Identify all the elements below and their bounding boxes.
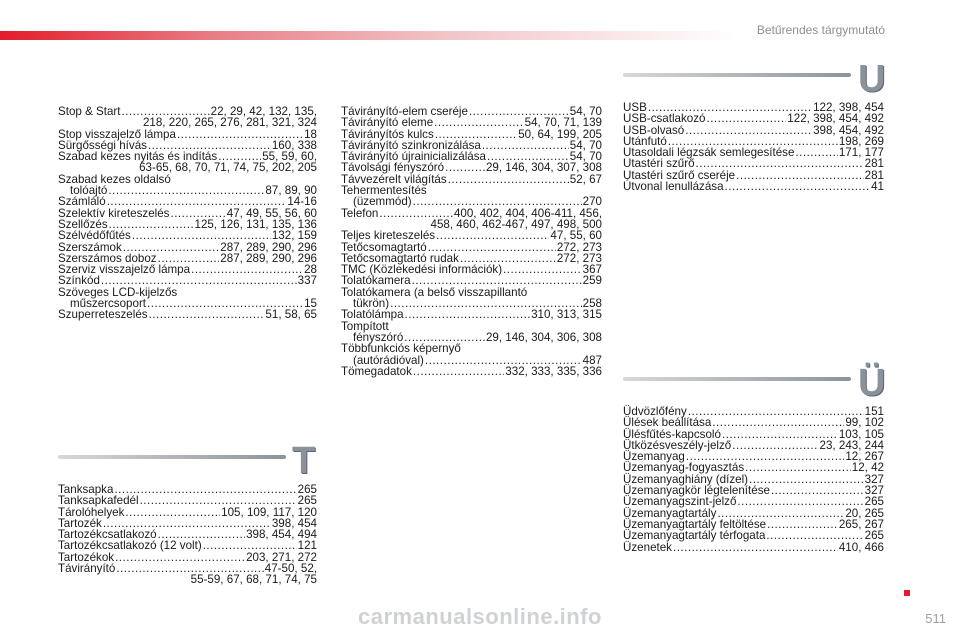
entry-term: Üzemanyagszint-jelző — [623, 495, 737, 509]
dot-leader — [115, 552, 245, 563]
entry-term: tolóajtó — [70, 184, 108, 198]
entry-term: Távolsági fényszóró — [341, 161, 445, 175]
dot-leader — [732, 440, 818, 451]
entry-term: Távirányító-elem cseréje — [341, 105, 468, 118]
dot-leader — [448, 174, 569, 185]
dot-leader — [436, 230, 549, 241]
section-letter-uu: Ü — [858, 362, 886, 404]
dot-leader — [688, 406, 864, 417]
index-entry-heading: Szabad kezes oldalsó — [58, 172, 171, 186]
entry-pages: 160, 338 — [271, 138, 317, 152]
entry-term: Tanksapkafedél — [58, 494, 139, 508]
entry-pages: 55, 59, 60, — [262, 150, 317, 164]
page-number: 511 — [925, 611, 946, 626]
entry-pages: 327 — [864, 472, 884, 486]
entry-pages: 272, 273 — [556, 251, 602, 265]
dot-leader — [767, 519, 838, 530]
entry-term: Tartozékcsatlakozó (12 volt) — [58, 539, 202, 553]
entry-term: Teljes kireteszelés — [341, 229, 436, 243]
entry-term: Szabad kezes nyitás és indítás — [58, 150, 218, 164]
entry-term: Szerviz visszajelző lámpa — [58, 263, 191, 277]
index-entry — [58, 196, 317, 207]
entry-term: Tolatólámpa — [341, 308, 404, 322]
entry-term: USB-csatlakozó — [623, 112, 706, 126]
entry-pages: 259 — [582, 274, 602, 288]
index-entry-heading: Tehermentesítés — [341, 184, 427, 198]
index-entry — [58, 309, 317, 320]
entry-term: Ütközésveszély-jelző — [623, 438, 732, 452]
entry-term: Tetőcsomagtartó rudak — [341, 251, 459, 265]
entry-pages: 105, 109, 117, 120 — [221, 505, 317, 519]
entry-pages: 310, 313, 315 — [531, 308, 602, 322]
entry-pages-continued: 458, 460, 462-467, 497, 498, 500 — [430, 217, 602, 231]
dot-leader — [736, 170, 864, 181]
index-entry — [623, 417, 884, 428]
entry-pages: 281 — [864, 168, 884, 182]
index-entry — [623, 113, 884, 124]
index-entry — [58, 230, 317, 241]
entry-pages: 103, 105 — [838, 427, 884, 441]
entry-pages: 270 — [582, 195, 602, 209]
index-column-t-start — [58, 484, 317, 586]
dot-leader — [766, 530, 863, 541]
entry-pages: 52, 67 — [569, 172, 602, 186]
dot-leader — [149, 309, 265, 320]
entry-pages-continued: 55-59, 67, 68, 71, 74, 75 — [190, 573, 317, 587]
entry-term: műszercsoport — [70, 297, 147, 311]
entry-pages: 122, 398, 454, 492 — [787, 112, 884, 126]
entry-pages-continued: 218, 220, 265, 276, 281, 321, 324 — [142, 116, 317, 130]
dot-leader — [712, 417, 844, 428]
entry-pages: 28 — [304, 263, 317, 277]
page-marker — [904, 590, 910, 596]
entry-pages: 281 — [864, 157, 884, 171]
entry-term: (autórádióval) — [353, 353, 424, 367]
entry-pages: 265 — [297, 494, 317, 508]
entry-term: Szélvédőfűtés — [58, 229, 131, 243]
entry-pages-continued: 63-65, 68, 70, 71, 74, 75, 202, 205 — [139, 161, 317, 175]
entry-term: Színkód — [58, 274, 100, 288]
entry-term: Tartozékok — [58, 550, 115, 564]
entry-pages: 400, 402, 404, 406-411, 456, — [453, 206, 602, 220]
entry-term: Szuperreteszelés — [58, 308, 148, 322]
entry-pages: 12, 267 — [845, 450, 884, 464]
index-entry-heading: Tolatókamera (a belső visszapillantó — [341, 285, 528, 299]
entry-term: Tolatókamera — [341, 274, 411, 288]
dot-leader — [125, 507, 220, 518]
entry-term: Tanksapka — [58, 483, 114, 496]
entry-term: fényszóró — [353, 330, 404, 344]
entry-pages: 332, 333, 335, 336 — [505, 364, 602, 378]
dot-leader — [737, 496, 863, 507]
entry-term: Üzemanyag — [623, 450, 685, 464]
section-letter-t: T — [292, 440, 316, 482]
entry-term: Telefon — [341, 206, 379, 220]
entry-term: Tartozékcsatlakozó — [58, 528, 157, 542]
entry-pages: 54, 70, 71, 139 — [524, 116, 602, 130]
index-entry-heading: Többfunkciós képernyő — [341, 342, 461, 356]
entry-pages: 398, 454, 494 — [246, 528, 317, 542]
entry-pages: 410, 466 — [838, 540, 884, 554]
dot-leader — [673, 542, 838, 553]
dot-leader — [434, 117, 523, 128]
entry-pages: 265, 267 — [838, 517, 884, 531]
entry-pages: 337 — [297, 274, 317, 288]
section-letter-u: U — [858, 58, 886, 100]
entry-term: USB-olvasó — [623, 123, 685, 137]
index-column-t — [341, 106, 602, 377]
entry-term: Tömegadatok — [341, 364, 412, 378]
dot-leader — [503, 264, 582, 275]
entry-pages: 151 — [864, 405, 884, 418]
entry-term: Szelektív kireteszelés — [58, 206, 170, 220]
entry-term: Távirányító szinkronizálása — [341, 138, 481, 152]
entry-pages: 29, 146, 304, 306, 308 — [485, 330, 602, 344]
dot-leader — [685, 125, 812, 136]
dot-leader — [405, 309, 531, 320]
watermark: carmanualsonline.info — [358, 604, 602, 629]
entry-term: Távvezérelt világítás — [341, 172, 447, 186]
index-entry-heading: Tompított — [341, 319, 389, 333]
entry-pages: 287, 289, 290, 296 — [220, 251, 317, 265]
dot-leader — [445, 162, 485, 173]
index-entry — [58, 495, 317, 506]
entry-pages: 54, 70 — [569, 138, 602, 152]
entry-term: Szerszámos doboz — [58, 251, 157, 265]
section-divider-uu — [623, 377, 851, 381]
entry-term: TMC (Közlekedési információk) — [341, 263, 503, 277]
entry-pages: 203, 271, 272 — [246, 550, 317, 564]
entry-pages: 265 — [864, 495, 884, 509]
entry-term: Számláló — [58, 195, 106, 209]
entry-term: Üzemanyagtartály — [623, 506, 717, 520]
entry-pages: 29, 146, 304, 307, 308 — [485, 161, 602, 175]
index-entry — [341, 117, 602, 128]
entry-pages: 12, 42 — [851, 461, 884, 475]
dot-leader — [132, 230, 271, 241]
entry-pages: 22, 29, 42, 132, 135, — [210, 105, 317, 118]
entry-term: Utastéri szűrő — [623, 157, 695, 171]
entry-pages: 18 — [304, 127, 317, 141]
entry-pages: 47, 55, 60 — [550, 229, 602, 243]
entry-pages: 487 — [582, 353, 602, 367]
entry-term: Tartozék — [58, 516, 102, 530]
entry-term: Távirányító újrainicializálása — [341, 150, 486, 164]
dot-leader — [191, 264, 303, 275]
entry-term: Távirányítós kulcs — [341, 127, 434, 141]
entry-term: Tárolóhelyek — [58, 505, 125, 519]
index-entry — [623, 542, 884, 553]
entry-pages: 15 — [304, 297, 317, 311]
index-column-s — [58, 106, 317, 321]
entry-term: Üzemanyagkör légtelenítése — [623, 484, 770, 498]
dot-leader — [725, 181, 871, 192]
entry-pages: 327 — [864, 484, 884, 498]
entry-pages: 272, 273 — [556, 240, 602, 254]
entry-term: Üdvözlőfény — [623, 405, 687, 418]
entry-term: Ülések beállítása — [623, 416, 712, 430]
entry-pages: 398, 454 — [271, 516, 317, 530]
entry-term: Üzemanyagtartály feltöltése — [623, 517, 767, 531]
entry-pages: 47, 49, 55, 56, 60 — [226, 206, 317, 220]
index-entry — [623, 530, 884, 541]
entry-pages: 122, 398, 454 — [813, 101, 884, 114]
entry-pages: 20, 265 — [845, 506, 884, 520]
entry-pages: 198, 269 — [838, 134, 884, 148]
entry-pages: 132, 159 — [271, 229, 317, 243]
entry-term: Üzemanyag-fogyasztás — [623, 461, 745, 475]
entry-term: Szellőzés — [58, 217, 108, 231]
index-entry — [341, 230, 602, 241]
index-entry — [623, 496, 884, 507]
entry-pages: 171, 177 — [838, 146, 884, 160]
entry-term: Ülésfűtés-kapcsoló — [623, 427, 721, 441]
page-header-title: Betűrendes tárgymutató — [756, 23, 885, 37]
entry-pages: 87, 89, 90 — [265, 184, 317, 198]
entry-pages: 50, 64, 199, 205 — [518, 127, 602, 141]
entry-pages: 287, 289, 290, 296 — [220, 240, 317, 254]
entry-pages: 23, 243, 244 — [819, 438, 884, 452]
dot-leader — [107, 196, 287, 207]
index-entry — [341, 309, 602, 320]
entry-term: Szerszámok — [58, 240, 122, 254]
entry-term: Utánfutó — [623, 134, 667, 148]
dot-leader — [771, 485, 864, 496]
entry-term: Tetőcsomagtartó — [341, 240, 427, 254]
entry-term: Stop visszajelző lámpa — [58, 127, 176, 141]
dot-leader — [140, 495, 297, 506]
index-entry-heading: Szöveges LCD-kijelzős — [58, 285, 178, 299]
section-divider-t — [58, 455, 286, 459]
entry-pages: 54, 70 — [569, 150, 602, 164]
entry-pages: 14-16 — [287, 195, 317, 209]
entry-pages: 258 — [582, 297, 602, 311]
entry-pages: 47-50, 52, — [264, 562, 317, 576]
entry-term: (üzemmód) — [353, 195, 412, 209]
entry-pages: 125, 126, 131, 135, 136 — [194, 217, 317, 231]
dot-leader — [108, 185, 264, 196]
entry-pages: 367 — [582, 263, 602, 277]
entry-pages: 54, 70 — [569, 105, 602, 118]
entry-pages: 121 — [297, 539, 317, 553]
dot-leader — [795, 147, 837, 158]
dot-leader — [482, 140, 569, 151]
entry-term: Távirányító — [58, 562, 116, 576]
entry-term: Utasoldali légzsák semlegesítése — [623, 146, 795, 160]
entry-pages: 41 — [871, 180, 884, 194]
index-column-u — [623, 102, 884, 192]
entry-term: Üzemanyagtartály térfogata — [623, 529, 766, 543]
dot-leader — [114, 484, 296, 495]
entry-pages: 265 — [864, 529, 884, 543]
entry-term: Utastéri szűrő cseréje — [623, 168, 736, 182]
entry-pages: 265 — [297, 483, 317, 496]
entry-term: Sürgősségi hívás — [58, 138, 147, 152]
entry-term: tükrön) — [353, 297, 390, 311]
entry-pages: 99, 102 — [845, 416, 884, 430]
index-column-uu — [623, 406, 884, 553]
entry-term: Üzenetek — [623, 540, 672, 554]
entry-term: Stop & Start — [58, 105, 121, 118]
index-entry — [341, 196, 602, 207]
entry-term: Üzemanyaghiány (dízel) — [623, 472, 749, 486]
entry-term: USB — [623, 101, 647, 114]
dot-leader — [413, 196, 582, 207]
entry-pages: 398, 454, 492 — [813, 123, 884, 137]
entry-pages: 51, 58, 65 — [265, 308, 317, 322]
index-entry — [341, 366, 602, 377]
section-divider-u — [623, 73, 851, 77]
dot-leader — [745, 462, 851, 473]
header-accent-bar — [0, 31, 740, 40]
entry-term: Útvonal lenullázása — [623, 180, 724, 194]
dot-leader — [413, 366, 504, 377]
dot-leader — [706, 113, 786, 124]
entry-term: Távirányító eleme — [341, 116, 434, 130]
index-entry — [623, 181, 884, 192]
